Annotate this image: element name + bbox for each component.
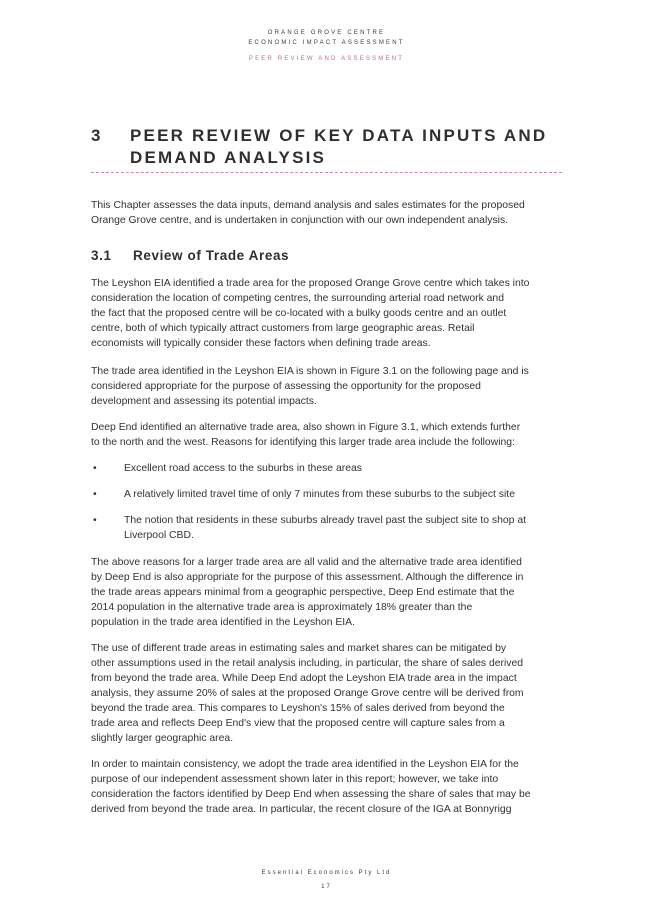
- chapter-title-line-1: PEER REVIEW OF KEY DATA INPUTS AND: [130, 126, 548, 145]
- text-line: slightly larger geographic area.: [91, 733, 234, 744]
- text-line: Liverpool CBD.: [124, 530, 194, 541]
- bullet-text: [124, 487, 515, 502]
- text-line: A relatively limited travel time of only 7 minutes from these suburbs to the subject site: [124, 489, 515, 500]
- bullet-text: [124, 513, 526, 528]
- text-line: economists will typically consider these factors when defining trade areas.: [91, 338, 431, 349]
- text-line: to the north and the west. Reasons for identifying this larger trade area include the following:: [91, 437, 515, 448]
- text-line: consideration the factors identified by Deep End when assessing the share of sales that may be: [91, 789, 531, 800]
- text-line: the trade areas appears minimal from a geographic perspective, Deep End estimate that the: [91, 587, 515, 598]
- header-title: ORANGE GROVE CENTRE: [267, 30, 386, 36]
- text-line: development and assessing its potential impacts.: [91, 396, 317, 407]
- header-section-label: PEER REVIEW AND ASSESSMENT: [248, 56, 405, 62]
- paragraph: [91, 641, 561, 746]
- bullet-icon: •: [93, 489, 97, 500]
- header-subtitle: ECONOMIC IMPACT ASSESSMENT: [248, 40, 405, 46]
- bullet-icon: •: [93, 463, 97, 474]
- text-line: considered appropriate for the purpose of assessing the opportunity for the proposed: [91, 381, 481, 392]
- text-line: The use of different trade areas in estimating sales and market shares can be mitigated by: [91, 643, 507, 654]
- text-line: Deep End identified an alternative trade area, also shown in Figure 3.1, which extends further: [91, 422, 521, 433]
- text-line: 2014 population in the alternative trade area is approximately 18% greater than the: [91, 602, 473, 613]
- section-title: Review of Trade Areas: [133, 248, 290, 263]
- page-number: 17: [321, 884, 332, 890]
- paragraph: [91, 364, 561, 409]
- text-line: The Leyshon EIA identified a trade area for the proposed Orange Grove centre which takes into: [91, 278, 530, 289]
- text-line: The trade area identified in the Leyshon EIA is shown in Figure 3.1 on the following page and is: [91, 366, 529, 377]
- text-line: Orange Grove centre, and is undertaken in conjunction with our own independent analysis.: [91, 215, 509, 226]
- bullet-icon: •: [93, 515, 97, 526]
- text-line: trade area and reflects Deep End's view that the proposed centre will capture sales from a: [91, 718, 505, 729]
- text-line: centre, both of which typically attract customers from large geographic areas. Retail: [91, 323, 475, 334]
- text-line: The above reasons for a larger trade area are all valid and the alternative trade area identified: [91, 557, 522, 568]
- text-line: purpose of our independent assessment shown later in this report; however, we take into: [91, 774, 499, 785]
- bullet-continuation: [91, 528, 561, 543]
- paragraph: [91, 276, 561, 351]
- text-line: from beyond the trade area. While Deep End adopt the Leyshon EIA trade area in the impact: [91, 673, 517, 684]
- text-line: Excellent road access to the suburbs in these areas: [124, 463, 362, 474]
- text-line: analysis, they assume 20% of sales at the proposed Orange Grove centre will be derived from: [91, 688, 524, 699]
- text-line: the fact that the proposed centre will be co-located with a bulky goods centre and an outlet: [91, 308, 507, 319]
- chapter-title-line-2: DEMAND ANALYSIS: [130, 148, 327, 167]
- bullet-text: [124, 461, 362, 476]
- text-line: beyond the trade area. This compares to Leyshon's 15% of sales derived from beyond the: [91, 703, 505, 714]
- chapter-number: 3: [91, 126, 103, 145]
- text-line: The notion that residents in these suburbs already travel past the subject site to shop at: [124, 515, 527, 526]
- text-line: other assumptions used in the retail analysis including, in particular, the share of sales derived: [91, 658, 524, 669]
- text-line: derived from beyond the trade area. In particular, the recent closure of the IGA at Bonnyrigg: [91, 804, 512, 815]
- intro-paragraph: [91, 198, 561, 228]
- paragraph: [91, 420, 561, 450]
- text-line: by Deep End is also appropriate for the purpose of this assessment. Although the difference in: [91, 572, 524, 583]
- text-line: population in the trade area identified in the Leyshon EIA.: [91, 617, 355, 628]
- section-number: 3.1: [91, 248, 112, 263]
- paragraph: [91, 757, 561, 817]
- text-line: In order to maintain consistency, we adopt the trade area identified in the Leyshon EIA for the: [91, 759, 519, 770]
- paragraph: [91, 555, 561, 630]
- text-line: consideration the location of competing centres, the surrounding arterial road network and: [91, 293, 504, 304]
- footer-company: Essential Economics Pty Ltd: [261, 870, 392, 876]
- text-line: This Chapter assesses the data inputs, demand analysis and sales estimates for the proposed: [91, 200, 525, 211]
- chapter-heading-rule: [91, 172, 562, 173]
